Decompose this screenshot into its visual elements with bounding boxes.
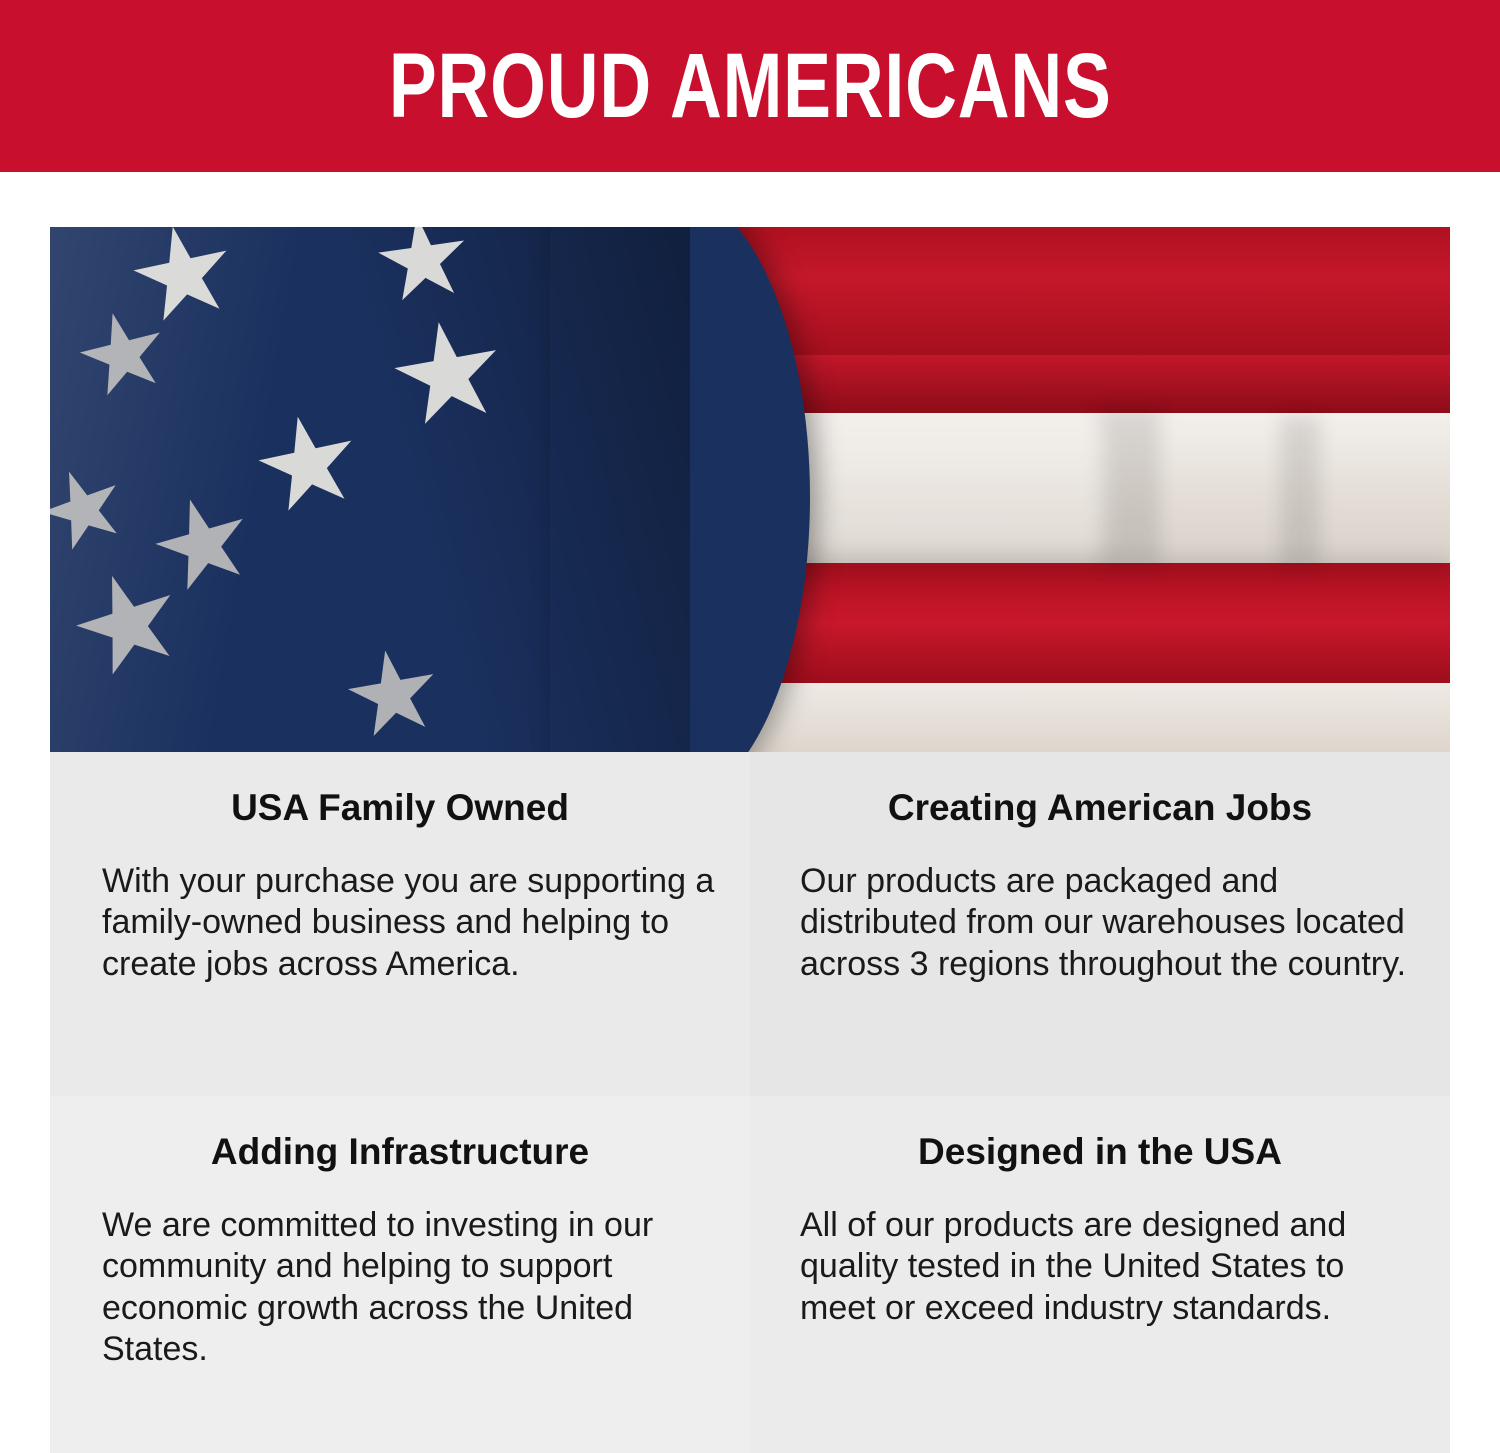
fabric-highlight: [810, 427, 1110, 547]
feature-body: With your purchase you are supporting a family-owned business and helping to create jobs across America.: [102, 861, 715, 983]
feature-title: Creating American Jobs: [887, 787, 1313, 828]
feature-title: Designed in the USA: [918, 1131, 1282, 1172]
page-title: PROUD AMERICANS: [388, 35, 1112, 137]
flag-illustration: [50, 227, 1450, 752]
feature-body: All of our products are designed and quality tested in the United States to meet or exceed industry standards.: [800, 1205, 1347, 1327]
flag-canton-shading: [50, 227, 690, 752]
fabric-fold: [1280, 417, 1320, 567]
feature-body: Our products are packaged and distributed from our warehouses located across 3 regions throughout the country.: [800, 861, 1407, 983]
canton-shade: [50, 227, 690, 752]
header-banner: [0, 0, 1500, 172]
feature-card-adding-infrastructure: [50, 1096, 750, 1453]
feature-card-usa-family-owned: [50, 752, 750, 1096]
feature-title: USA Family Owned: [231, 787, 569, 828]
flag-image: [50, 227, 1450, 752]
feature-body: We are committed to investing in our community and helping to support economic growth across the United States.: [102, 1205, 654, 1369]
feature-grid: [50, 752, 1450, 1453]
feature-card-creating-american-jobs: [750, 752, 1450, 1096]
feature-card-designed-in-the-usa: [750, 1096, 1450, 1453]
feature-title: Adding Infrastructure: [210, 1131, 590, 1172]
